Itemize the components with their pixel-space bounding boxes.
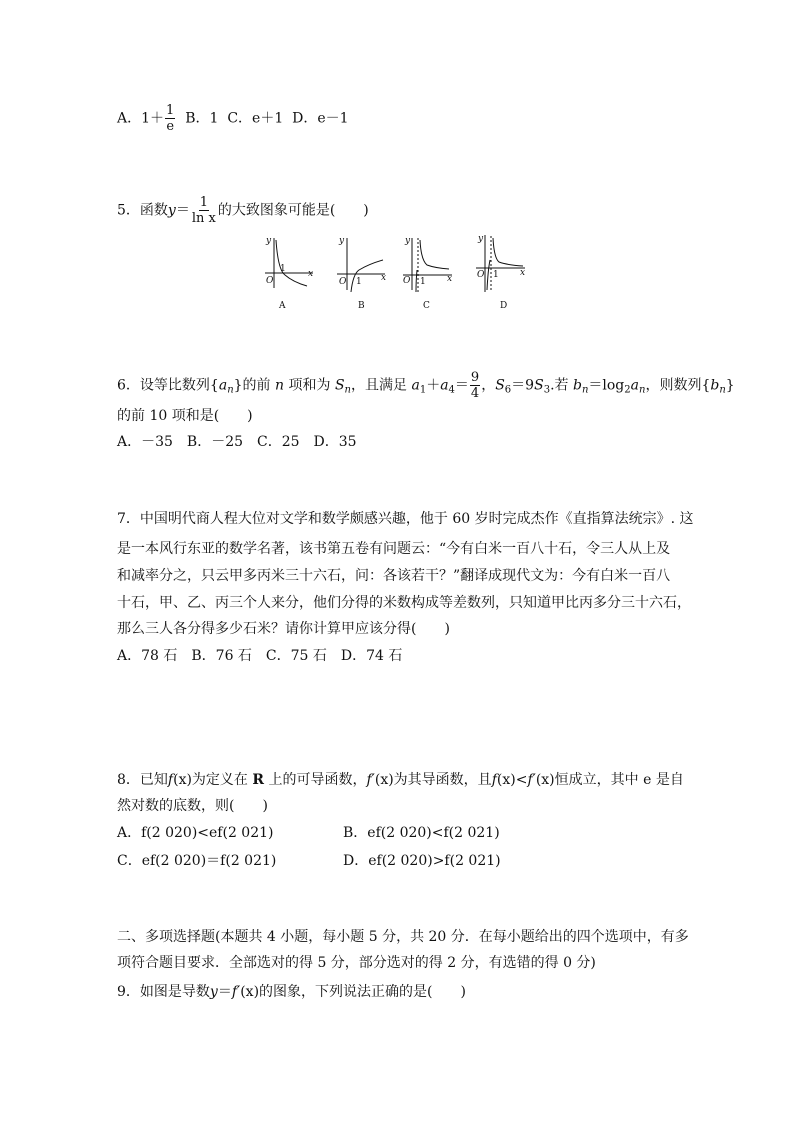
graph-c-label: C (423, 301, 430, 311)
graph-d-y-label: y (478, 234, 484, 244)
question-6-line-2: 的前 10 项和是( ) (117, 408, 253, 424)
question-5: 5．函数y＝ $\frac{1}{\text{ln x}}$ 的大致图象可能是( ) (117, 195, 369, 226)
section-2-heading-line-1: 二、多项选择题(本题共 4 小题，每小题 5 分，共 20 分．在每小题给出的四个选项中，有多 (117, 929, 689, 945)
option-a-label: A． (117, 110, 142, 127)
graph-c-y-label: y (405, 236, 411, 246)
option-c: C．e＋1 (227, 110, 284, 127)
graph-d (476, 235, 525, 292)
graph-a-y-label: y (266, 236, 272, 246)
graph-a-x-label: x (308, 269, 314, 279)
question-8-option-a: A．f(2 020)<ef(2 021) (117, 825, 274, 841)
graph-b-label: B (358, 301, 365, 311)
graph-c-origin: O (403, 276, 411, 286)
question-7-line-5: 那么三人各分得多少石米？请你计算甲应该分得( ) (117, 621, 450, 637)
question-8-option-b: B．ef(2 020)<f(2 021) (343, 825, 500, 841)
option-d: D．e－1 (292, 110, 349, 127)
fraction: $\frac{1}{\text{ln x}}$ (191, 195, 216, 226)
question-8-option-d: D．ef(2 020)>f(2 021) (343, 853, 501, 869)
graph-a-label: A (279, 301, 286, 311)
question-9: 9．如图是导数y＝f′(x)的图象，下列说法正确的是( ) (117, 984, 466, 1000)
graph-c-x-label: x (447, 274, 453, 284)
section-2-heading-line-2: 项符合题目要求．全部选对的得 5 分，部分选对的得 2 分，有选错的得 0 分) (117, 955, 596, 971)
graph-b-x-label: x (381, 273, 387, 283)
graph-d-x-label: x (520, 268, 526, 278)
graph-d-label: D (500, 301, 508, 311)
question-8-option-c: C．ef(2 020)＝f(2 021) (117, 853, 277, 869)
question-8-line-1: 8．已知f(x)为定义在 R 上的可导函数，f′(x)为其导函数，且f(x)<f′(x)恒成立，其中 e 是自 (117, 772, 684, 788)
question-6-options: A．－35 B．－25 C．25 D．35 (117, 434, 357, 450)
graph-a-origin: O (266, 276, 274, 286)
graph-d-tick-1: 1 (493, 270, 499, 280)
question-7-line-4: 十石，甲、乙、丙三个人来分，他们分得的米数构成等差数列，只知道甲比丙多分三十六石， (117, 595, 691, 611)
graph-b-origin: O (339, 277, 347, 287)
question-7-line-2: 是一本风行东亚的数学名著，该书第五卷有问题云：“今有白米一百八十石，令三人从上及 (117, 541, 671, 557)
question-8-line-2: 然对数的底数，则( ) (117, 798, 268, 814)
fraction: $\frac{1}{e}$ (166, 103, 175, 134)
q4-options: A．1＋ $\frac{1}{e}$ B．1 C．e＋1 D．e－1 (117, 103, 349, 134)
question-7-line-1: 7．中国明代商人程大位对文学和数学颇感兴趣，他于 60 岁时完成杰作《直指算法统宗》. 这 (117, 511, 694, 527)
graph-a-tick-1: 1 (280, 264, 286, 274)
option-b: B．1 (185, 110, 219, 127)
graph-d-origin: O (477, 270, 485, 280)
q5-graphs (255, 230, 540, 312)
graph-c-tick-1: 1 (420, 277, 426, 287)
question-7-options: A．78 石 B．76 石 C．75 石 D．74 石 (117, 648, 403, 664)
graph-b-tick-1: 1 (356, 277, 362, 287)
question-7-line-3: 和减率分之，只云甲多丙米三十六石，问：各该若干？”翻译成现代文为：今有白米一百八 (117, 568, 671, 584)
graph-b-y-label: y (339, 236, 345, 246)
question-6-line-1: 6．设等比数列$\{a_n\}$的前 n 项和为 $S_n$，且满足 $a_1+a_4=$ $\frac{9}{4}$ ，$S_6=9S_3$.若 $b_n=\log_2a_n$，则数列$\{b_n\}$ (117, 370, 735, 401)
fraction: $\frac{9}{4}$ (470, 370, 480, 401)
